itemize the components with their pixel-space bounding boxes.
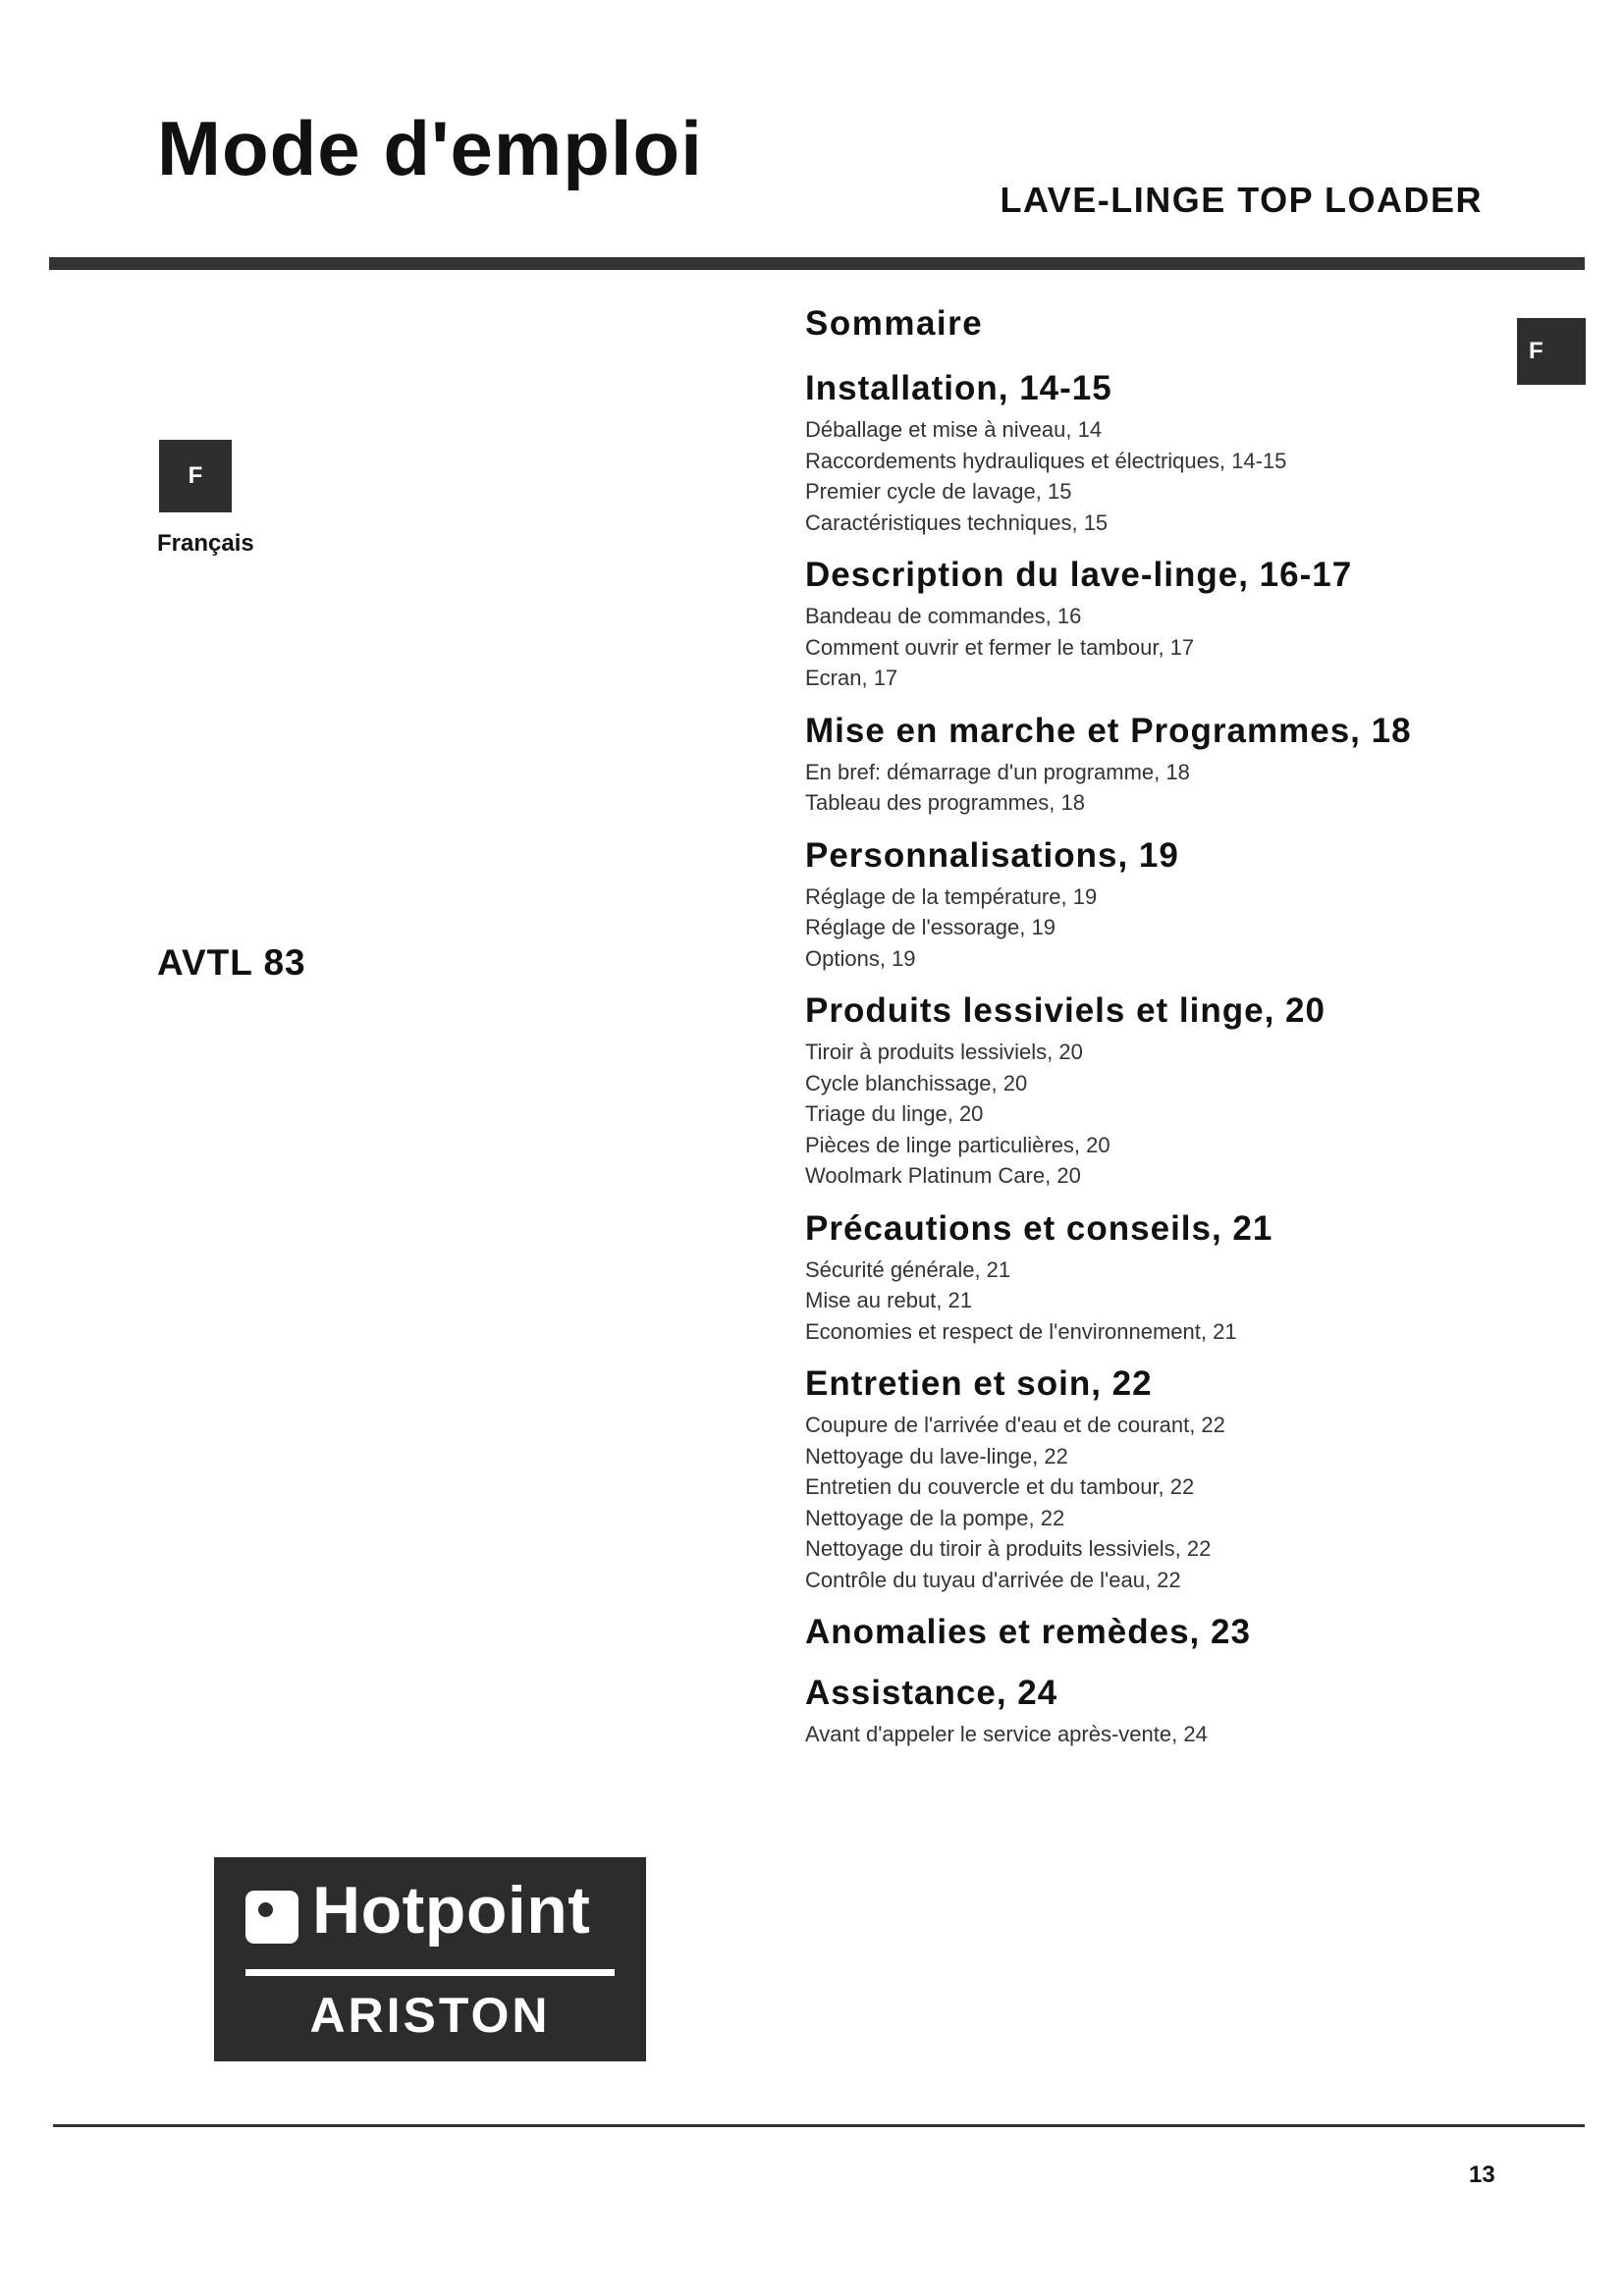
language-label: Français — [157, 530, 254, 557]
toc-entry: Nettoyage de la pompe, 22 — [805, 1505, 1065, 1530]
toc-entry: Pièces de linge particulières, 20 — [805, 1132, 1110, 1157]
logo-sub-text: ARISTON — [309, 1988, 551, 2043]
toc-entry: Tableau des programmes, 18 — [805, 790, 1085, 815]
toc-section — [805, 832, 1492, 975]
toc-section-title: Anomalies et remèdes, 23 — [805, 1613, 1251, 1651]
toc-entry: Contrôle du tuyau d'arrivée de l'eau, 22 — [805, 1567, 1181, 1592]
toc-entry: Premier cycle de lavage, 15 — [805, 479, 1072, 504]
toc-section-title: Mise en marche et Programmes, 18 — [805, 711, 1412, 750]
toc-entry: Caractéristiques techniques, 15 — [805, 509, 1109, 535]
toc-entry: Sécurité générale, 21 — [805, 1256, 1011, 1282]
language-badge: F — [159, 440, 232, 512]
toc-entry: Bandeau de commandes, 16 — [805, 604, 1082, 628]
toc-entry: Raccordements hydrauliques et électriques, 14-15 — [805, 448, 1287, 473]
toc-section-title: Entretien et soin, 22 — [805, 1364, 1153, 1403]
table-of-contents — [805, 300, 1492, 1764]
model-number: AVTL 83 — [157, 942, 306, 983]
toc-entry: Déballage et mise à niveau, 14 — [805, 417, 1103, 442]
product-type: LAVE-LINGE TOP LOADER — [1000, 180, 1483, 220]
toc-section — [805, 988, 1492, 1192]
toc-entry: Options, 19 — [805, 945, 916, 971]
toc-entry: Ecran, 17 — [805, 666, 898, 690]
toc-section — [805, 1205, 1492, 1348]
toc-section-title: Produits lessiviels et linge, 20 — [805, 991, 1326, 1030]
toc-entry: Mise au rebut, 21 — [805, 1288, 972, 1312]
toc-entry: Economies et respect de l'environnement, 21 — [805, 1318, 1237, 1344]
toc-entry: Comment ouvrir et fermer le tambour, 17 — [805, 634, 1195, 660]
toc-entry: Entretien du couvercle et du tambour, 22 — [805, 1474, 1195, 1499]
toc-entry: Réglage de la température, 19 — [805, 883, 1098, 909]
hotpoint-ariston-logo — [214, 1857, 646, 2061]
toc-entry: Nettoyage du lave-linge, 22 — [805, 1443, 1068, 1468]
toc-section — [805, 708, 1492, 819]
toc-section-title: Installation, 14-15 — [805, 369, 1112, 407]
toc-section — [805, 1670, 1492, 1750]
toc-entry: Coupure de l'arrivée d'eau et de courant, 22 — [805, 1413, 1225, 1437]
toc-entry: Réglage de l'essorage, 19 — [805, 915, 1056, 939]
toc-section — [805, 1361, 1492, 1595]
toc-heading: Sommaire — [805, 304, 984, 343]
page-title: Mode d'emploi — [157, 105, 703, 191]
toc-entry: Avant d'appeler le service après-vente, 24 — [805, 1722, 1208, 1746]
toc-entry: Nettoyage du tiroir à produits lessiviels, 22 — [805, 1536, 1212, 1561]
header-divider — [49, 257, 1585, 270]
logo-brand-text: Hotpoint — [312, 1873, 591, 1948]
toc-section-title: Précautions et conseils, 21 — [805, 1208, 1273, 1248]
toc-section — [805, 1609, 1492, 1656]
logo-mark-icon — [245, 1891, 298, 1944]
toc-entry: Tiroir à produits lessiviels, 20 — [805, 1040, 1083, 1064]
toc-entry: Triage du linge, 20 — [805, 1101, 984, 1126]
footer-divider — [53, 2124, 1585, 2127]
page-number: 13 — [1469, 2162, 1495, 2188]
logo-divider — [245, 1969, 615, 1976]
toc-sections — [805, 365, 1492, 1750]
toc-entry: En bref: démarrage d'un programme, 18 — [805, 759, 1190, 784]
toc-section — [805, 552, 1492, 694]
toc-entry: Cycle blanchissage, 20 — [805, 1070, 1028, 1095]
toc-section — [805, 365, 1492, 538]
toc-entry: Woolmark Platinum Care, 20 — [805, 1163, 1081, 1188]
toc-section-title: Description du lave-linge, 16-17 — [805, 556, 1353, 594]
toc-section-title: Personnalisations, 19 — [805, 835, 1179, 875]
language-side-tab: F — [1517, 318, 1586, 385]
toc-section-title: Assistance, 24 — [805, 1674, 1058, 1712]
